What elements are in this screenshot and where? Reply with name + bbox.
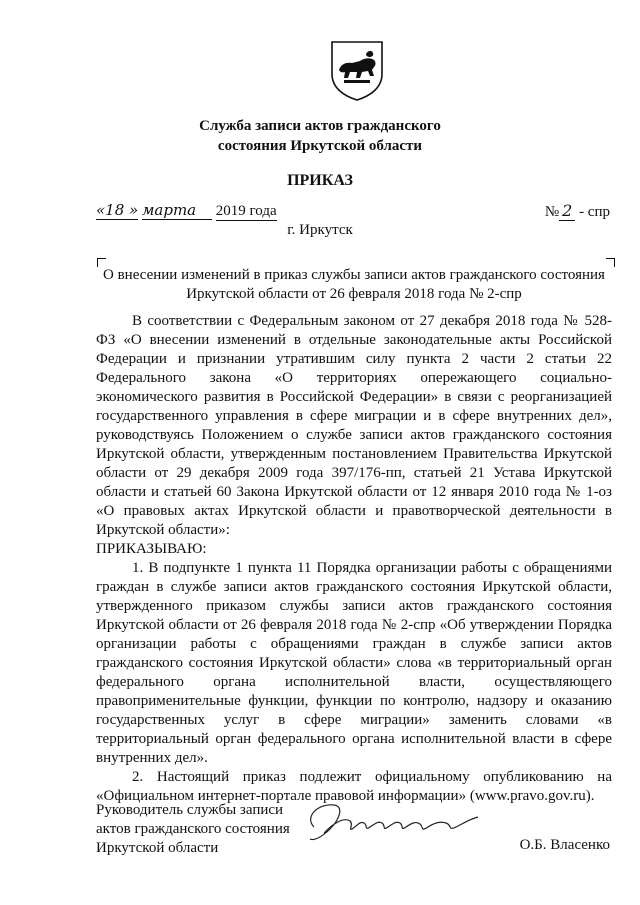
order-number — [545, 201, 610, 221]
organization-name-line2: состояния Иркутской области — [217, 138, 423, 154]
document-title — [96, 266, 612, 304]
date-day: «18 » — [96, 201, 139, 219]
preamble-paragraph: В соответствии с Федеральным законом от 27 декабря 2018 года № 528-ФЗ «О внесении изменений в отдельные законодательные акты Российской Федерации и признании утратившим силу пункта 2 части 2 статьи 22 Федерального закона «О территориях опережающего социально-экономического развития в Российской Федерации» в связи с реорганизацией государственного управления в сфере миграции и в сфере внутренних дел», руководствуясь Положением о службе записи актов гражданского состояния Иркутской области, утвержденным постановлением Правительства Иркутской области от 29 декабря 2009 года 397/176-пп, статьей 21 Устава Иркутской области и статьей 60 Закона Иркутской области от 12 января 2010 года № 1-оз «О правовых актах Иркутской области и правотворческой деятельности в Иркутской области»: — [96, 313, 612, 538]
signatory-name: О.Б. Власенко — [519, 837, 610, 853]
number-prefix: № — [544, 204, 560, 220]
coat-of-arms-icon — [330, 40, 384, 102]
number-value: 2 — [559, 201, 575, 221]
title-line1: О внесении изменений в приказ службы записи актов гражданского состояния — [103, 267, 605, 283]
date-month: марта — [142, 201, 212, 220]
position-line1: Руководитель службы записи — [96, 802, 284, 818]
document-type-heading: ПРИКАЗ — [287, 172, 353, 189]
title-line2: Иркутской области от 26 февраля 2018 года № 2-спр — [186, 286, 522, 302]
order-item-1: 1. В подпункте 1 пункта 11 Порядка организации работы с обращениями граждан в службе записи актов гражданского состояния Иркутской области, утвержденного приказом службы записи актов гражданского состояния Иркутской области от 26 февраля 2018 года № 2-спр «Об утверждении Порядка организации работы с обращениями граждан в службе записи актов гражданского состояния Иркутской области» слова «в территориальный орган федерального органа исполнительной власти, осуществляющего правоприменительные функции, функции по контролю, надзору и оказанию государственных услуг в сфере миграции» заменить словами «в территориальный орган федерального органа исполнительной власти в сфере внутренних дел». — [96, 560, 612, 766]
position-line3: Иркутской области — [96, 840, 219, 856]
document-body — [96, 312, 612, 806]
order-word: ПРИКАЗЫВАЮ: — [96, 541, 207, 557]
date-year: 2019 года — [215, 203, 277, 219]
order-date — [96, 201, 277, 221]
number-suffix: - спр — [579, 204, 610, 220]
organization-name-line1: Служба записи актов гражданского — [199, 118, 441, 134]
city: г. Иркутск — [287, 222, 353, 238]
order-item-2: 2. Настоящий приказ подлежит официальному опубликованию на «Официальном интернет-портале правовой информации» (www.pravo.gov.ru). — [96, 769, 612, 804]
position-line2: актов гражданского состояния — [96, 821, 290, 837]
handwritten-signature — [300, 795, 490, 845]
signatory-position — [96, 801, 290, 858]
